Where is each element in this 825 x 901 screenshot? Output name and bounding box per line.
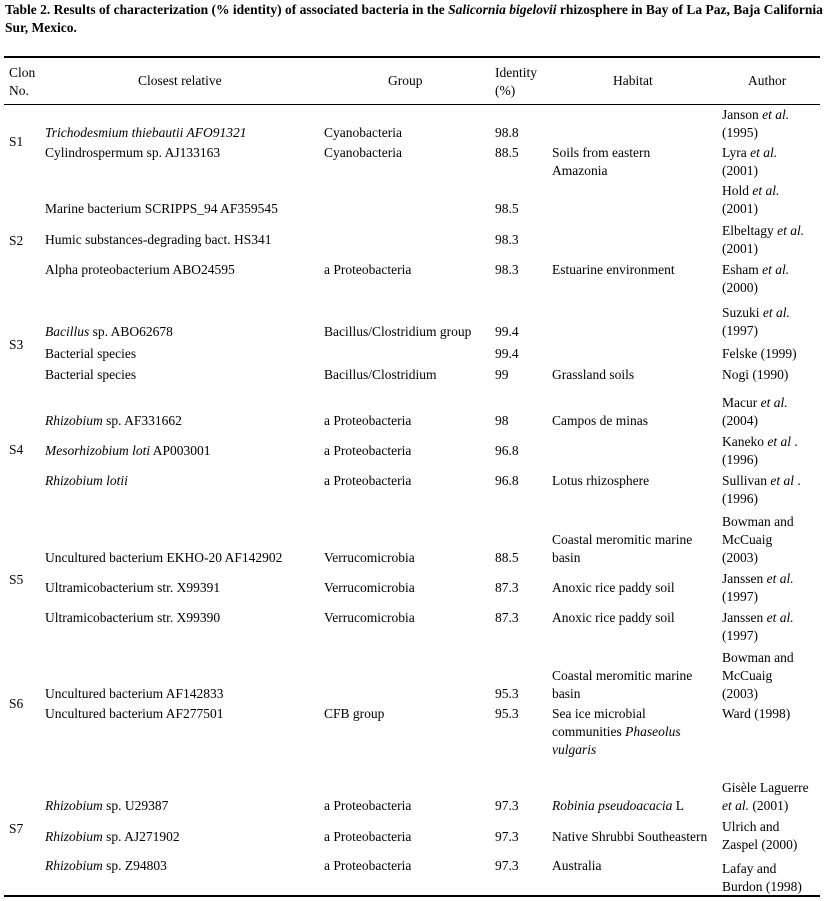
header-author: Author: [748, 73, 787, 88]
closest-relative: Ultramicobacterium str. X99391: [45, 580, 221, 595]
habitat: Australia: [552, 858, 602, 873]
author: Elbeltagy et al. (2001): [722, 223, 805, 256]
group: a Proteobacteria: [324, 473, 412, 488]
closest-relative: Humic substances-degrading bact. HS341: [45, 232, 272, 247]
clone-label: S5: [9, 572, 24, 587]
author: Nogi (1990): [722, 367, 789, 382]
habitat: Estuarine environment: [552, 262, 675, 277]
header-clon-no: Clon No.: [9, 65, 36, 98]
group: Cyanobacteria: [324, 125, 402, 140]
identity: 98.8: [495, 125, 519, 140]
habitat: Anoxic rice paddy soil: [552, 580, 675, 595]
group: a Proteobacteria: [324, 798, 412, 813]
clone-label: S2: [9, 233, 24, 248]
identity: 98: [495, 413, 509, 428]
closest-relative: Bacterial species: [45, 367, 137, 382]
closest-relative: Alpha proteobacterium ABO24595: [45, 262, 235, 277]
identity: 97.3: [495, 858, 519, 873]
author: Bowman and McCuaig (2003): [722, 650, 794, 701]
group: a Proteobacteria: [324, 262, 412, 277]
habitat: Sea ice microbial communities Phaseolus vulgaris: [552, 706, 681, 757]
group: Bacillus/Clostridium: [324, 367, 437, 382]
author: Esham et al. (2000): [722, 262, 790, 295]
closest-relative: Mesorhizobium loti AP003001: [45, 443, 211, 458]
closest-relative: Uncultured bacterium AF142833: [45, 686, 224, 701]
habitat: Robinia pseudoacacia L: [552, 798, 684, 813]
bottom-rule: [4, 895, 820, 897]
header-identity: Identity (%): [495, 65, 537, 98]
group: Bacillus/Clostridium group: [324, 324, 472, 339]
clone-label: S4: [9, 442, 24, 457]
identity: 99: [495, 367, 509, 382]
closest-relative: Marine bacterium SCRIPPS_94 AF359545: [45, 201, 278, 216]
identity: 87.3: [495, 610, 519, 625]
closest-relative: Rhizobium sp. AJ271902: [45, 829, 180, 844]
author: Hold et al. (2001): [722, 183, 780, 216]
author: Macur et al. (2004): [722, 395, 788, 428]
closest-relative: Cylindrospermum sp. AJ133163: [45, 145, 221, 160]
header-rule: [4, 104, 820, 105]
clone-label: S1: [9, 134, 24, 149]
identity: 98.3: [495, 232, 519, 247]
habitat: Lotus rhizosphere: [552, 473, 650, 488]
group: a Proteobacteria: [324, 829, 412, 844]
title-species: Salicornia bigelovii: [448, 2, 557, 17]
identity: 95.3: [495, 686, 519, 701]
closest-relative: Ultramicobacterium str. X99390: [45, 610, 221, 625]
identity: 96.8: [495, 473, 519, 488]
habitat: Grassland soils: [552, 367, 635, 382]
clone-label: S3: [9, 337, 24, 352]
identity: 88.5: [495, 550, 519, 565]
group: Verrucomicrobia: [324, 550, 415, 565]
author: Janson et al. (1995): [722, 107, 790, 140]
group: Cyanobacteria: [324, 145, 402, 160]
author: Lafay and Burdon (1998): [722, 861, 802, 894]
table-title: Table 2. Results of characterization (% identity) of associated bacteria in the Salicornia bigelovii rhizosphere in Bay of La Paz, Baja California Sur, Mexico.: [5, 2, 823, 35]
author: Ward (1998): [722, 706, 791, 721]
author: Janssen et al. (1997): [722, 610, 794, 643]
habitat: Coastal meromitic marine basin: [552, 668, 693, 701]
identity: 97.3: [495, 829, 519, 844]
header-closest-relative: Closest relative: [138, 73, 222, 88]
habitat: Native Shrubbi Southeastern: [552, 829, 708, 844]
author: Sullivan et al . (1996): [722, 473, 801, 506]
habitat: Campos de minas: [552, 413, 648, 428]
group: CFB group: [324, 706, 385, 721]
closest-relative: Rhizobium sp. AF331662: [45, 413, 182, 428]
identity: 96.8: [495, 443, 519, 458]
header-group: Group: [388, 73, 423, 88]
closest-relative: Rhizobium sp. U29387: [45, 798, 169, 813]
group: a Proteobacteria: [324, 413, 412, 428]
author: Felske (1999): [722, 346, 797, 361]
header-habitat: Habitat: [613, 73, 653, 88]
clone-label: S7: [9, 821, 24, 836]
author: Kaneko et al . (1996): [722, 434, 798, 467]
closest-relative: Uncultured bacterium AF277501: [45, 706, 224, 721]
top-rule: [4, 56, 820, 58]
group: Verrucomicrobia: [324, 610, 415, 625]
closest-relative: Bacterial species: [45, 346, 137, 361]
group: Verrucomicrobia: [324, 580, 415, 595]
author: Suzuki et al. (1997): [722, 305, 790, 338]
identity: 97.3: [495, 798, 519, 813]
group: a Proteobacteria: [324, 443, 412, 458]
group: a Proteobacteria: [324, 858, 412, 873]
identity: 88.5: [495, 145, 519, 160]
closest-relative: Uncultured bacterium EKHO-20 AF142902: [45, 550, 283, 565]
author: Janssen et al. (1997): [722, 571, 794, 604]
author: Lyra et al. (2001): [722, 145, 778, 178]
habitat: Coastal meromitic marine basin: [552, 532, 693, 565]
identity: 98.3: [495, 262, 519, 277]
identity: 99.4: [495, 346, 519, 361]
author: Ulrich and Zaspel (2000): [722, 819, 798, 852]
closest-relative: Rhizobium lotii: [45, 473, 128, 488]
author: Gisèle Laguerre et al. (2001): [722, 780, 809, 813]
clone-label: S6: [9, 696, 24, 711]
habitat: Anoxic rice paddy soil: [552, 610, 675, 625]
identity: 95.3: [495, 706, 519, 721]
identity: 99.4: [495, 324, 519, 339]
closest-relative: Bacillus sp. ABO62678: [45, 324, 173, 339]
author: Bowman and McCuaig (2003): [722, 514, 794, 565]
habitat: Soils from eastern Amazonia: [552, 145, 651, 178]
closest-relative: Trichodesmium thiebautii AFO91321: [45, 125, 247, 140]
closest-relative: Rhizobium sp. Z94803: [45, 858, 167, 873]
identity: 87.3: [495, 580, 519, 595]
identity: 98.5: [495, 201, 519, 216]
